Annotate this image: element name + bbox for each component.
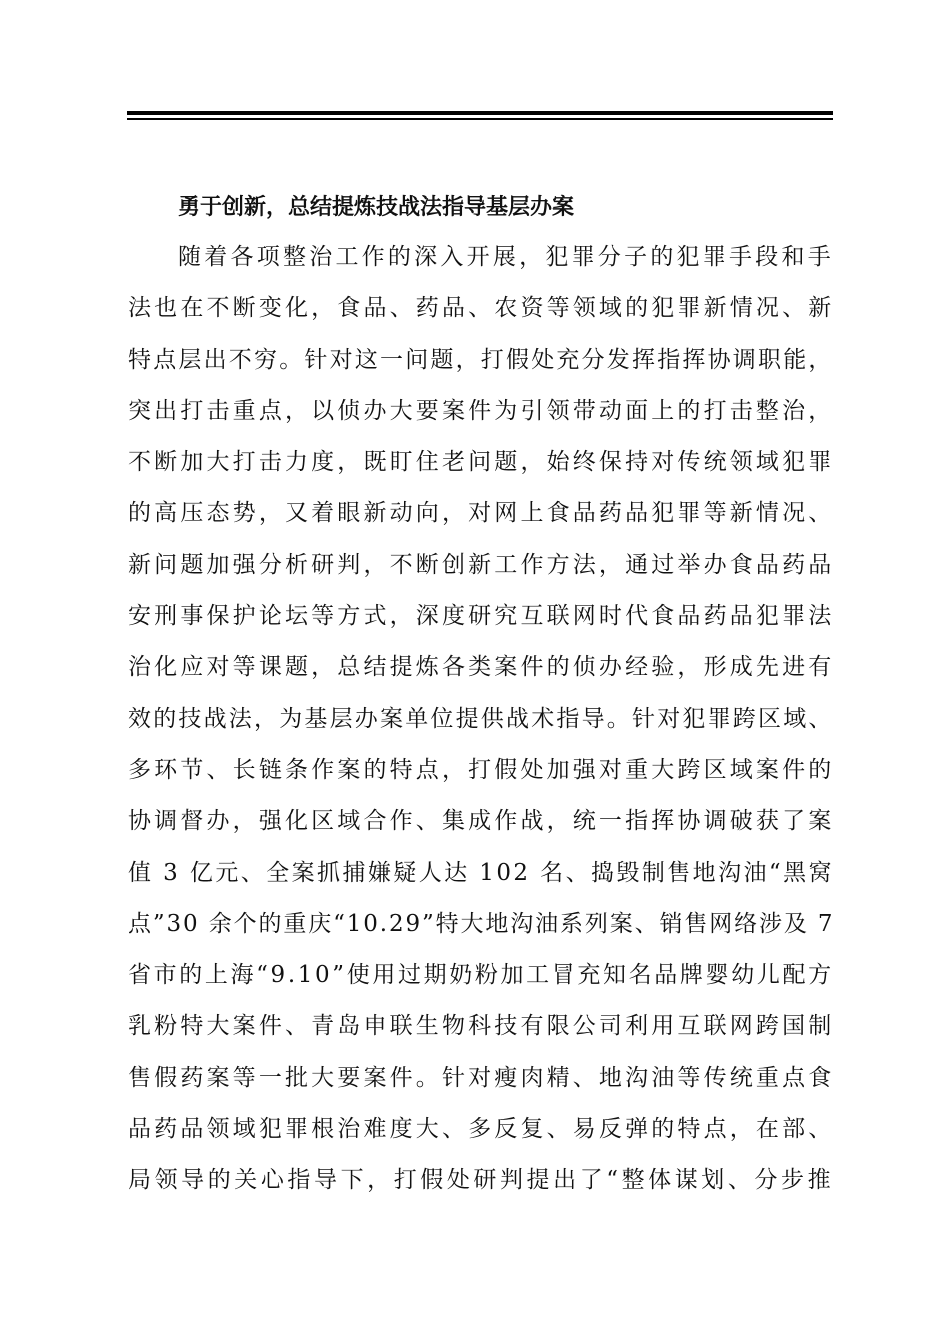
paragraph-line: 治化应对等课题，总结提炼各类案件的侦办经验，形成先进有	[128, 654, 835, 681]
paragraph-line: 多环节、长链条作案的特点，打假处加强对重大跨区域案件的	[128, 756, 835, 783]
paragraph-line: 售假药案等一批大要案件。针对瘦肉精、地沟油等传统重点食	[128, 1064, 835, 1091]
section-heading: 勇于创新，总结提炼技战法指导基层办案	[178, 195, 575, 220]
paragraph-line: 乳粉特大案件、青岛申联生物科技有限公司利用互联网跨国制	[128, 1013, 835, 1040]
paragraph-line: 协调督办，强化区域合作、集成作战，统一指挥协调破获了案	[128, 808, 835, 835]
body-paragraph	[128, 232, 838, 1207]
header-double-rule-thin	[127, 118, 833, 120]
paragraph-line: 的高压态势，又着眼新动向，对网上食品药品犯罪等新情况、	[128, 500, 835, 527]
paragraph-line: 安刑事保护论坛等方式，深度研究互联网时代食品药品犯罪法	[128, 603, 835, 630]
paragraph-line: 不断加大打击力度，既盯住老问题，始终保持对传统领域犯罪	[128, 449, 835, 476]
paragraph-line: 法也在不断变化，食品、药品、农资等领域的犯罪新情况、新	[128, 295, 835, 322]
paragraph-line: 点”30 余个的重庆“10.29”特大地沟油系列案、销售网络涉及 7	[128, 910, 835, 937]
paragraph-line: 特点层出不穷。针对这一问题，打假处充分发挥指挥协调职能，	[128, 346, 834, 373]
paragraph-line: 突出打击重点，以侦办大要案件为引领带动面上的打击整治，	[128, 397, 835, 424]
paragraph-line: 值 3 亿元、全案抓捕嫌疑人达 102 名、捣毁制售地沟油“黑窝	[128, 859, 834, 886]
header-double-rule-thick	[127, 111, 833, 115]
paragraph-line: 随着各项整治工作的深入开展，犯罪分子的犯罪手段和手	[178, 244, 834, 270]
paragraph-line: 省市的上海“9.10”使用过期奶粉加工冒充知名品牌婴幼儿配方	[128, 962, 834, 989]
paragraph-line: 局领导的关心指导下，打假处研判提出了“整体谋划、分步推	[128, 1167, 835, 1194]
paragraph-line: 新问题加强分析研判，不断创新工作方法，通过举办食品药品	[128, 551, 835, 578]
paragraph-line: 效的技战法，为基层办案单位提供战术指导。针对犯罪跨区域、	[128, 705, 834, 732]
paragraph-line: 品药品领域犯罪根治难度大、多反复、易反弹的特点，在部、	[128, 1116, 835, 1143]
